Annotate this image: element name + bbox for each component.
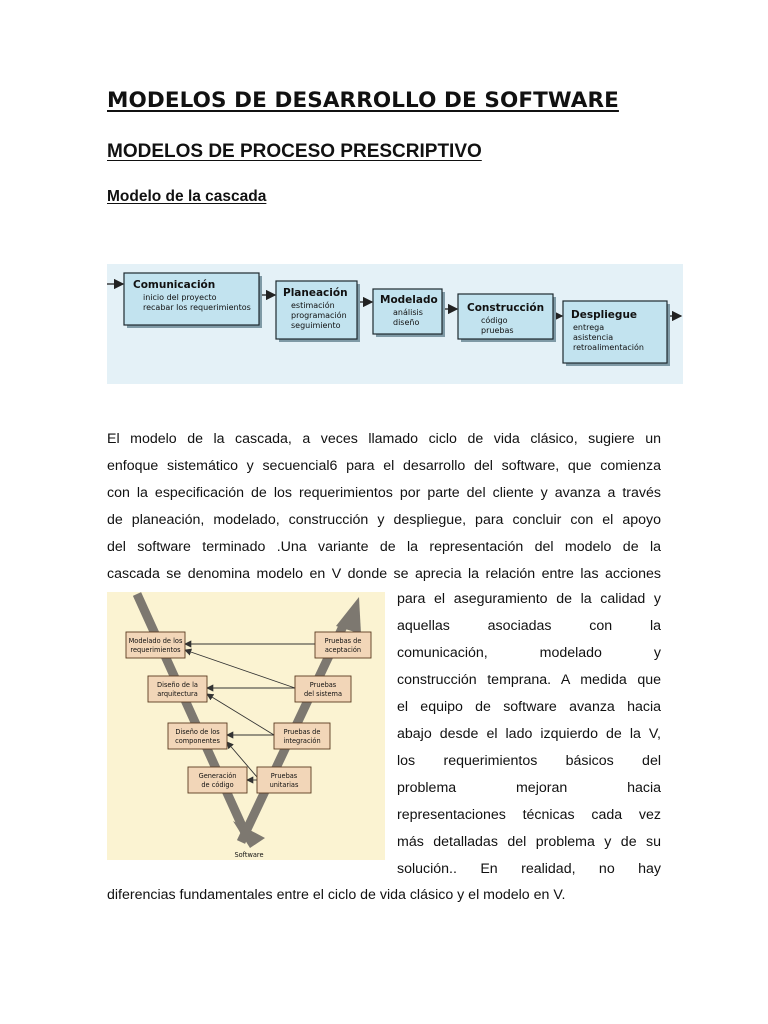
text-line: con la especificación de los requerimientos por parte del cliente y avanza a través (107, 485, 661, 501)
v-right-label: Pruebas (270, 772, 298, 780)
v-bottom-label: Software (234, 851, 264, 859)
paragraph-conclusion: diferencias fundamentales entre el ciclo de vida clásico y el modelo en V. (107, 887, 566, 903)
v-left-arrow (137, 594, 247, 837)
stage-item: entrega (573, 323, 605, 332)
text-line: abajo desde el lado izquierdo de la V, (397, 726, 661, 742)
text-line: los requerimientos básicos del (397, 753, 661, 769)
v-box-left (168, 723, 227, 749)
text-line: comunicación, modelado y (397, 645, 661, 661)
v-left-label: Diseño de los (175, 728, 220, 736)
text-line: representaciones técnicas cada vez (397, 807, 661, 823)
stage-item: inicio del proyecto (143, 293, 217, 302)
v-box-left (126, 632, 185, 658)
stage-title: Despliegue (571, 309, 638, 321)
v-right-label: integración (283, 737, 321, 745)
subsection-heading: Modelo de la cascada (107, 188, 267, 205)
v-left-label: Generación (198, 772, 237, 780)
text-line: construcción temprana. A medida que (397, 672, 661, 688)
text-line: para el aseguramiento de la calidad y (397, 591, 661, 607)
text-line: el equipo de software avanza hacia (397, 699, 661, 715)
v-model-diagram (107, 592, 385, 860)
stage-item: retroalimentación (573, 343, 644, 352)
v-left-label: requerimientos (130, 646, 181, 654)
v-box-right (295, 676, 351, 702)
stage-item: programación (291, 311, 347, 320)
v-right-label: unitarias (269, 781, 299, 789)
stage-title: Modelado (380, 294, 438, 306)
stage-item: asistencia (573, 333, 614, 342)
v-box-right (274, 723, 330, 749)
v-right-label: del sistema (304, 690, 342, 698)
text-line: del software terminado .Una variante de la representación del modelo de la (107, 539, 661, 555)
paragraph-intro (107, 426, 661, 588)
v-box-right (315, 632, 371, 658)
paragraph-right-column (397, 586, 661, 883)
v-right-label: Pruebas de (283, 728, 321, 736)
text-line: de planeación, modelado, construcción y despliegue, para concluir con el apoyo (107, 512, 661, 528)
stage-item: análisis (393, 308, 423, 317)
stage-item: código (481, 316, 508, 325)
v-left-label: de código (201, 781, 234, 789)
v-left-label: Modelado de los (128, 637, 183, 645)
stage-item: recabar los requerimientos (143, 303, 251, 312)
text-line: cascada se denomina modelo en V donde se aprecia la relación entre las acciones (107, 566, 661, 582)
v-right-label: Pruebas de (324, 637, 362, 645)
text-line: enfoque sistemático y secuencial6 para el desarrollo del software, que comienza (107, 458, 661, 474)
text-line: El modelo de la cascada, a veces llamado ciclo de vida clásico, sugiere un (107, 431, 661, 447)
stage-item: pruebas (481, 326, 514, 335)
stage-title: Construcción (467, 302, 545, 314)
document-title: MODELOS DE DESARROLLO DE SOFTWARE (107, 88, 619, 113)
v-left-label: componentes (175, 737, 220, 745)
v-box-left (148, 676, 207, 702)
v-right-label: aceptación (324, 646, 362, 654)
section-heading: MODELOS DE PROCESO PRESCRIPTIVO (107, 141, 482, 162)
v-left-label: Diseño de la (157, 681, 198, 689)
stage-item: diseño (393, 318, 420, 327)
text-line: más detalladas del problema y de su (397, 834, 661, 850)
waterfall-diagram (107, 264, 683, 384)
text-line: problema mejoran hacia (397, 780, 661, 796)
v-box-right (257, 767, 311, 793)
text-line: aquellas asociadas con la (397, 618, 661, 634)
stage-item: seguimiento (291, 321, 341, 330)
stage-title: Comunicación (133, 279, 216, 291)
v-right-label: Pruebas (309, 681, 337, 689)
v-box-left (188, 767, 247, 793)
text-line: solución.. En realidad, no hay (397, 861, 661, 877)
stage-item: estimación (291, 301, 335, 310)
v-left-label: arquitectura (157, 690, 198, 698)
stage-title: Planeación (283, 287, 348, 299)
